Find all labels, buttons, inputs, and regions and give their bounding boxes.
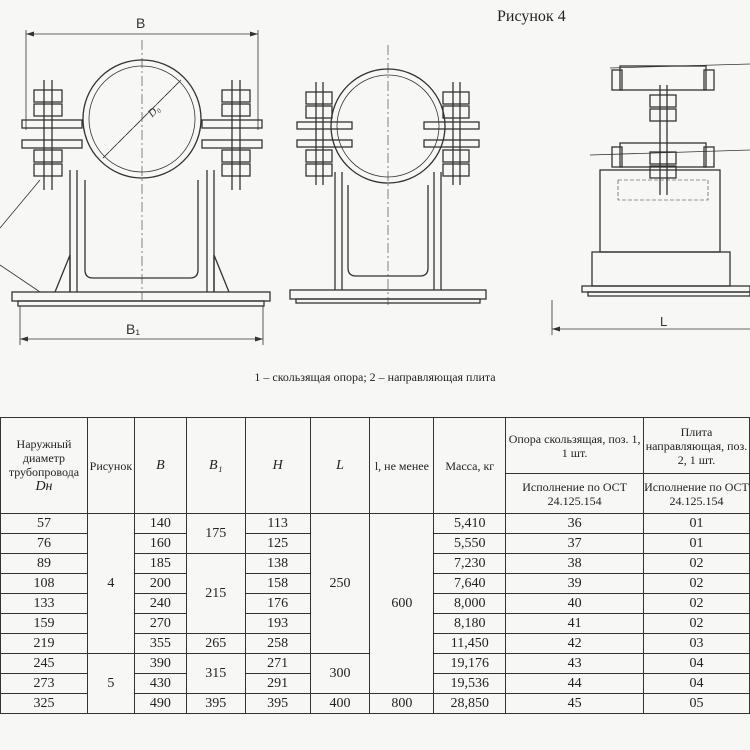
cell-h: 395 (245, 694, 310, 714)
cell-plate: 02 (643, 554, 749, 574)
cell-mass: 5,550 (434, 534, 506, 554)
cell-mass: 7,640 (434, 574, 506, 594)
header-h: H (245, 418, 310, 514)
cell-b1-175: 175 (186, 514, 245, 554)
cell-b: 490 (134, 694, 186, 714)
cell-mass: 8,000 (434, 594, 506, 614)
header-support-execution: Исполнение по ОСТ 24.125.154 (506, 474, 644, 514)
cell-h: 258 (245, 634, 310, 654)
cell-diameter: 108 (1, 574, 88, 594)
caption-item2-text: – направляющая плита (375, 370, 496, 384)
cell-support: 43 (506, 654, 644, 674)
cell-support: 37 (506, 534, 644, 554)
cell-mass: 8,180 (434, 614, 506, 634)
table-row (1, 514, 750, 534)
header-b: B (134, 418, 186, 514)
cell-support: 39 (506, 574, 644, 594)
cell-l-250: 250 (310, 514, 370, 654)
cell-figure-4: 4 (87, 514, 134, 654)
cell-b1-215: 215 (186, 554, 245, 634)
dimension-l-label: L (660, 314, 668, 329)
cell-support: 36 (506, 514, 644, 534)
cell-plate: 04 (643, 674, 749, 694)
cell-plate: 02 (643, 594, 749, 614)
cell-plate: 04 (643, 654, 749, 674)
cell-diameter: 245 (1, 654, 88, 674)
cell-h: 138 (245, 554, 310, 574)
caption-item1-text: – скользящая опора; (260, 370, 370, 384)
cell-b: 240 (134, 594, 186, 614)
cell-plate: 03 (643, 634, 749, 654)
cell-diameter: 57 (1, 514, 88, 534)
cell-b1-395: 395 (186, 694, 245, 714)
specification-table (0, 417, 750, 714)
cell-plate: 01 (643, 534, 749, 554)
cell-support: 41 (506, 614, 644, 634)
cell-lmin-600: 600 (370, 514, 434, 694)
cell-diameter: 219 (1, 634, 88, 654)
cell-plate: 01 (643, 514, 749, 534)
cell-support: 38 (506, 554, 644, 574)
cell-l-300: 300 (310, 654, 370, 694)
header-l-min: l, не менее (370, 418, 434, 514)
caption-item1-number: 1 (254, 370, 261, 384)
header-b1: B₁ (186, 418, 245, 514)
cell-support: 45 (506, 694, 644, 714)
cell-b: 390 (134, 654, 186, 674)
figure-caption (0, 370, 750, 385)
cell-plate: 05 (643, 694, 749, 714)
dimension-d-label: D₀ (145, 102, 163, 120)
cell-figure-5: 5 (87, 654, 134, 714)
cell-mass: 19,176 (434, 654, 506, 674)
cell-b: 270 (134, 614, 186, 634)
cell-plate: 02 (643, 574, 749, 594)
cell-support: 40 (506, 594, 644, 614)
figure-title: Рисунок 4 (497, 8, 566, 25)
cell-l-400: 400 (310, 694, 370, 714)
cell-h: 176 (245, 594, 310, 614)
cell-b1-265: 265 (186, 634, 245, 654)
header-mass: Масса, кг (434, 418, 506, 514)
header-support: Опора скользящая, поз. 1, 1 шт. (506, 418, 644, 474)
cell-diameter: 76 (1, 534, 88, 554)
cell-b: 430 (134, 674, 186, 694)
cell-b: 140 (134, 514, 186, 534)
table-header-row (1, 418, 750, 474)
cell-h: 193 (245, 614, 310, 634)
cell-h: 125 (245, 534, 310, 554)
right-view-drawing (552, 64, 750, 335)
cell-support: 42 (506, 634, 644, 654)
left-view-drawing (0, 30, 270, 345)
header-diameter: Наружный диаметр трубопровода Dн (1, 418, 88, 514)
cell-diameter: 325 (1, 694, 88, 714)
cell-diameter: 133 (1, 594, 88, 614)
cell-b: 355 (134, 634, 186, 654)
cell-lmin-800: 800 (370, 694, 434, 714)
cell-diameter: 89 (1, 554, 88, 574)
header-plate-execution: Исполнение по ОСТ 24.125.154 (643, 474, 749, 514)
cell-h: 158 (245, 574, 310, 594)
cell-b: 200 (134, 574, 186, 594)
cell-h: 271 (245, 654, 310, 674)
cell-diameter: 273 (1, 674, 88, 694)
header-l-upper: L (310, 418, 370, 514)
cell-mass: 19,536 (434, 674, 506, 694)
cell-plate: 02 (643, 614, 749, 634)
middle-view-drawing (290, 45, 486, 305)
dimension-b1-label: B₁ (126, 321, 141, 337)
cell-mass: 11,450 (434, 634, 506, 654)
cell-h: 113 (245, 514, 310, 534)
cell-h: 291 (245, 674, 310, 694)
cell-b: 185 (134, 554, 186, 574)
cell-support: 44 (506, 674, 644, 694)
cell-b: 160 (134, 534, 186, 554)
cell-mass: 5,410 (434, 514, 506, 534)
caption-item2-number: 2 (369, 370, 376, 384)
cell-b1-315: 315 (186, 654, 245, 694)
cell-mass: 28,850 (434, 694, 506, 714)
cell-mass: 7,230 (434, 554, 506, 574)
header-figure: Рисунок (87, 418, 134, 514)
cell-diameter: 159 (1, 614, 88, 634)
header-plate: Плита направляющая, поз. 2, 1 шт. (643, 418, 749, 474)
dimension-b-label: B (136, 15, 146, 31)
